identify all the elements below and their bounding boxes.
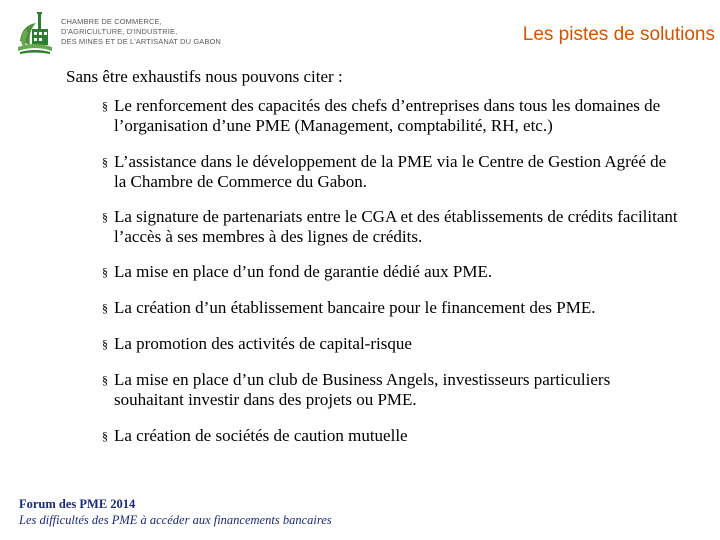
org-line: D'AGRICULTURE, D'INDUSTRIE, xyxy=(61,27,178,36)
list-item-text: La création de sociétés de caution mutuelle xyxy=(114,426,408,445)
list-item-text: La création d’un établissement bancaire pour le financement des PME. xyxy=(114,298,596,317)
bullet-marker-icon: § xyxy=(102,337,108,351)
bullet-marker-icon: § xyxy=(102,210,108,224)
list-item xyxy=(102,207,682,247)
org-line: DES MINES ET DE L'ARTISANAT DU GABON xyxy=(61,37,221,46)
list-item xyxy=(102,152,682,192)
list-item xyxy=(102,334,682,354)
chamber-logo-icon xyxy=(16,11,54,55)
footer-event: Forum des PME 2014 xyxy=(19,497,136,511)
list-item-text: La signature de partenariats entre le CGA et des établissements de crédits facilitant l’accès à ses membres à des lignes de crédits. xyxy=(114,207,678,246)
list-item xyxy=(102,262,682,282)
footer xyxy=(19,496,332,528)
page-title: Les pistes de solutions xyxy=(522,24,715,45)
list-item-text: La promotion des activités de capital-risque xyxy=(114,334,412,353)
bullet-marker-icon: § xyxy=(102,265,108,279)
list-item xyxy=(102,298,682,318)
list-item-text: La mise en place d’un club de Business Angels, investisseurs particuliers souhaitant investir dans des projets ou PME. xyxy=(114,370,611,409)
bullet-marker-icon: § xyxy=(102,155,108,169)
list-item-text: L’assistance dans le développement de la PME via le Centre de Gestion Agréé de la Chambre de Commerce du Gabon. xyxy=(114,152,667,191)
footer-subtitle: Les difficultés des PME à accéder aux financements bancaires xyxy=(19,513,332,527)
list-item-text: Le renforcement des capacités des chefs d’entreprises dans tous les domaines de l’organisation d’une PME (Management, comptabilité, RH, etc.) xyxy=(114,96,661,135)
bullet-marker-icon: § xyxy=(102,429,108,443)
org-line: CHAMBRE DE COMMERCE, xyxy=(61,17,162,26)
organization-name xyxy=(61,17,221,47)
bullet-marker-icon: § xyxy=(102,301,108,315)
bullet-marker-icon: § xyxy=(102,99,108,113)
intro-text: Sans être exhaustifs nous pouvons citer : xyxy=(66,67,343,86)
list-item xyxy=(102,370,682,410)
list-item-text: La mise en place d’un fond de garantie dédié aux PME. xyxy=(114,262,493,281)
bullet-list xyxy=(102,96,682,446)
list-item xyxy=(102,96,682,136)
list-item xyxy=(102,426,682,446)
bullet-marker-icon: § xyxy=(102,373,108,387)
